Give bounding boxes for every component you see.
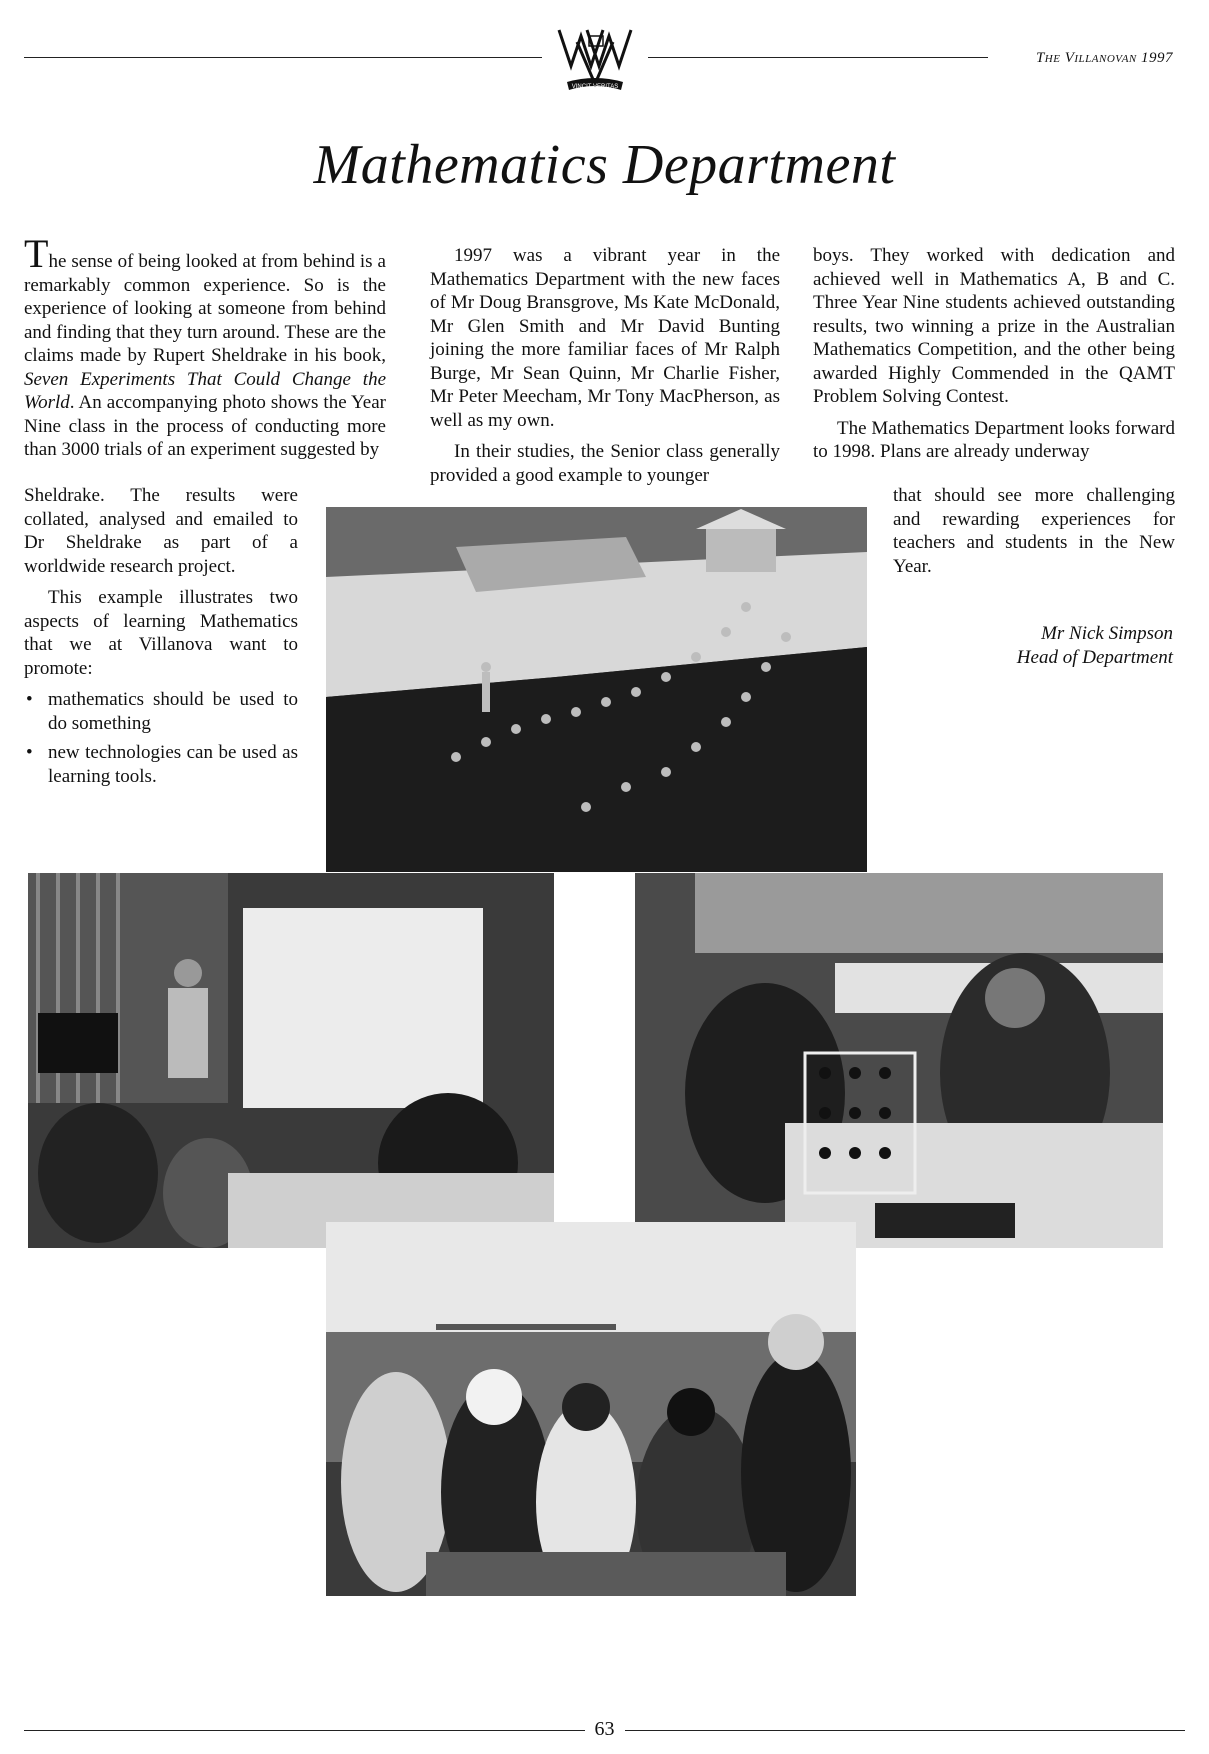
photo-3d-model-activity xyxy=(635,873,1163,1248)
logo-motto: VINCIT VERITAS xyxy=(571,84,619,90)
signature-name: Mr Nick Simpson xyxy=(1041,623,1173,644)
signature xyxy=(1017,622,1173,670)
drop-cap: T xyxy=(24,231,49,276)
col3-paragraph-1: boys. They worked with dedication and achieved well in Mathematics A, B and C. Three Year Nine students achieved outstanding results, two winning a prize in the Australian Mathematics Competition, and the other being awarded Highly Commended in the QAMT Problem Solving Contest. xyxy=(813,245,1175,407)
photo-waterfront-group xyxy=(326,1222,856,1596)
page-title: Mathematics Department xyxy=(313,134,896,196)
bullet-list xyxy=(24,688,298,788)
header-rule-right xyxy=(648,57,988,58)
article-column-1 xyxy=(24,231,386,470)
header-rule-left xyxy=(24,57,542,58)
col2-paragraph-1: 1997 was a vibrant year in the Mathematics Department with the new faces of Mr Doug Bransgrove, Ms Kate McDonald, Mr Glen Smith and Mr David Bunting joining the more familiar faces of Mr Ralph Burge, Mr Sean Quinn, Mr Charlie Fisher, Mr Peter Meecham, Mr Tony MacPherson, as well as my own. xyxy=(430,245,780,431)
photo-whiteboard-lesson xyxy=(28,873,554,1248)
article-column-2 xyxy=(430,244,780,495)
book-title: Seven Experiments That Could Change the World xyxy=(24,368,386,413)
col3-paragraph-2-cont: that should see more challenging and rewarding experiences for teachers and students in the New Year. xyxy=(893,485,1175,577)
col1-paragraph-1-cont: Sheldrake. The results were collated, analysed and emailed to Dr Sheldrake as part of a worldwide research project. xyxy=(24,485,298,577)
col3-paragraph-2: The Mathematics Department looks forward to 1998. Plans are already underway xyxy=(813,417,1175,462)
bullet-item: • mathematics should be used to do something xyxy=(48,688,298,735)
col1-paragraph-2: This example illustrates two aspects of learning Mathematics that we at Villanova want to promote: xyxy=(24,587,298,679)
signature-role: Head of Department xyxy=(1016,647,1173,668)
page-number: 63 xyxy=(0,1718,1209,1741)
article-column-3 xyxy=(813,244,1175,472)
school-crest-logo xyxy=(555,22,635,92)
bullet-item: • new technologies can be used as learning tools. xyxy=(48,741,298,788)
publication-title: The Villanovan 1997 xyxy=(1035,50,1173,66)
col2-paragraph-2: In their studies, the Senior class generally provided a good example to younger xyxy=(430,441,780,486)
article-column-3-narrow xyxy=(893,484,1175,586)
article-column-1-narrow xyxy=(24,484,298,794)
col1-paragraph-1: The sense of being looked at from behind is a remarkably common experience. So is the experience of looking at someone from behind and finding that they turn around. These are the claims made by Rupert Sheldrake in his book, Seven Experiments That Could Change the World. An accompanying photo shows the Year Nine class in the process of conducting more than 3000 trials of an experiment suggested by xyxy=(24,231,386,460)
photo-courtyard-class xyxy=(326,507,867,872)
